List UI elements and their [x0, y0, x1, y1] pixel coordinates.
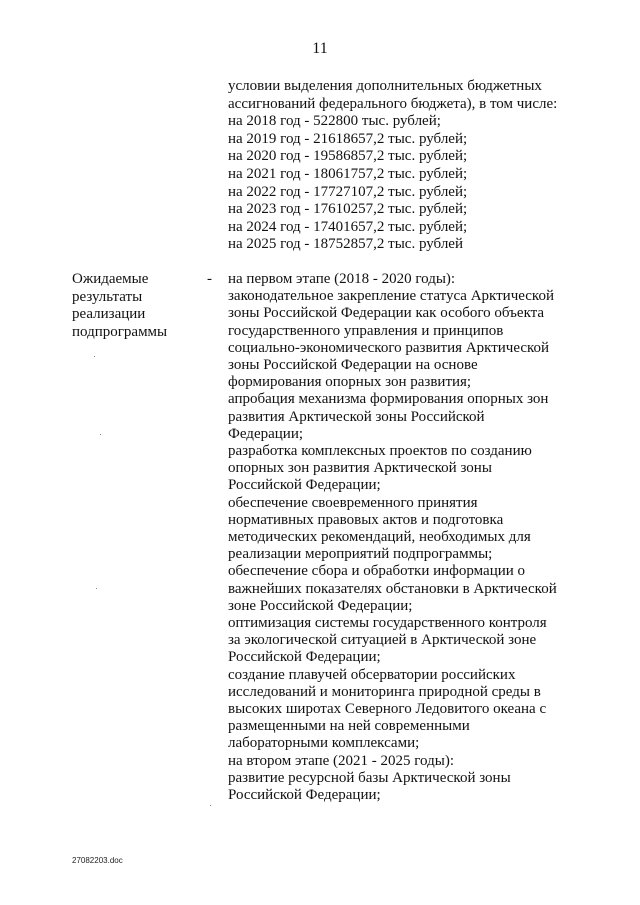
section-label-line: реализации [72, 306, 146, 322]
results-line: реализации мероприятий подпрограммы; [228, 546, 493, 563]
section-dash: - [207, 271, 212, 287]
results-line: важнейших показателях обстановки в Арктической [228, 580, 557, 597]
section-label [72, 271, 192, 341]
results-line: создание плавучей обсерватории российских [228, 666, 516, 683]
results-line: Российской Федерации; [228, 477, 381, 494]
results-line: опорных зон развития Арктической зоны [228, 460, 492, 477]
page-number: 11 [312, 40, 328, 57]
results-line: лабораторными комплексами; [228, 735, 420, 752]
results-line: методических рекомендаций, необходимых для [228, 529, 531, 546]
results-line: Федерации; [228, 425, 304, 442]
budget-line-2023: на 2023 год - 17610257,2 тыс. рублей; [228, 201, 468, 218]
budget-line: ассигнований федерального бюджета), в том числе: [228, 95, 558, 112]
results-line: формирования опорных зон развития; [228, 374, 472, 391]
results-line: зоны Российской Федерации на основе [228, 357, 478, 374]
budget-line-2020: на 2020 год - 19586857,2 тыс. рублей; [228, 148, 468, 165]
results-line: социально-экономического развития Арктической [228, 339, 550, 356]
results-line: обеспечение своевременного принятия [228, 494, 478, 511]
budget-line-2018: на 2018 год - 522800 тыс. рублей; [228, 113, 441, 130]
document-filename: 27082203.doc [72, 856, 123, 865]
results-line: законодательное закрепление статуса Арктической [228, 288, 554, 305]
results-line: государственного управления и принципов [228, 322, 504, 339]
section-label-line: результаты [72, 288, 143, 305]
results-line: на втором этапе (2021 - 2025 годы): [228, 752, 454, 769]
scan-speck [94, 356, 95, 357]
results-line: размещенными на ней современными [228, 718, 470, 735]
scan-speck [210, 805, 211, 806]
budget-line-2019: на 2019 год - 21618657,2 тыс. рублей; [228, 130, 468, 147]
expected-results-block [228, 271, 588, 804]
budget-line-2024: на 2024 год - 17401657,2 тыс. рублей; [228, 218, 468, 235]
results-line: нормативных правовых актов и подготовка [228, 511, 504, 528]
budget-line-2021: на 2021 год - 18061757,2 тыс. рублей; [228, 165, 468, 182]
budget-line-2025: на 2025 год - 18752857,2 тыс. рублей [228, 236, 463, 253]
results-line: за экологической ситуацией в Арктической зоне [228, 632, 537, 649]
results-line: развития Арктической зоны Российской [228, 408, 485, 425]
section-label-line: Ожидаемые [72, 271, 149, 287]
budget-line: условии выделения дополнительных бюджетных [228, 78, 542, 94]
results-line: Российской Федерации; [228, 787, 381, 804]
budget-line-2022: на 2022 год - 17727107,2 тыс. рублей; [228, 183, 468, 200]
results-line: Российской Федерации; [228, 649, 381, 666]
results-line: развитие ресурсной базы Арктической зоны [228, 769, 511, 786]
scan-speck [100, 434, 101, 435]
results-line: зоны Российской Федерации как особого объекта [228, 305, 545, 322]
results-line: исследований и мониторинга природной среды в [228, 683, 541, 700]
results-line: обеспечение сбора и обработки информации о [228, 563, 526, 580]
results-line: апробация механизма формирования опорных зон [228, 391, 549, 408]
results-line: разработка комплексных проектов по созданию [228, 443, 532, 460]
results-line: на первом этапе (2018 - 2020 годы): [228, 271, 456, 287]
section-label-line: подпрограммы [72, 323, 168, 340]
results-line: высоких широтах Северного Ледовитого океана с [228, 701, 547, 718]
budget-allocation-block [228, 78, 588, 254]
results-line: оптимизация системы государственного контроля [228, 615, 547, 632]
scan-speck [96, 588, 97, 589]
results-line: зоне Российской Федерации; [228, 597, 413, 614]
